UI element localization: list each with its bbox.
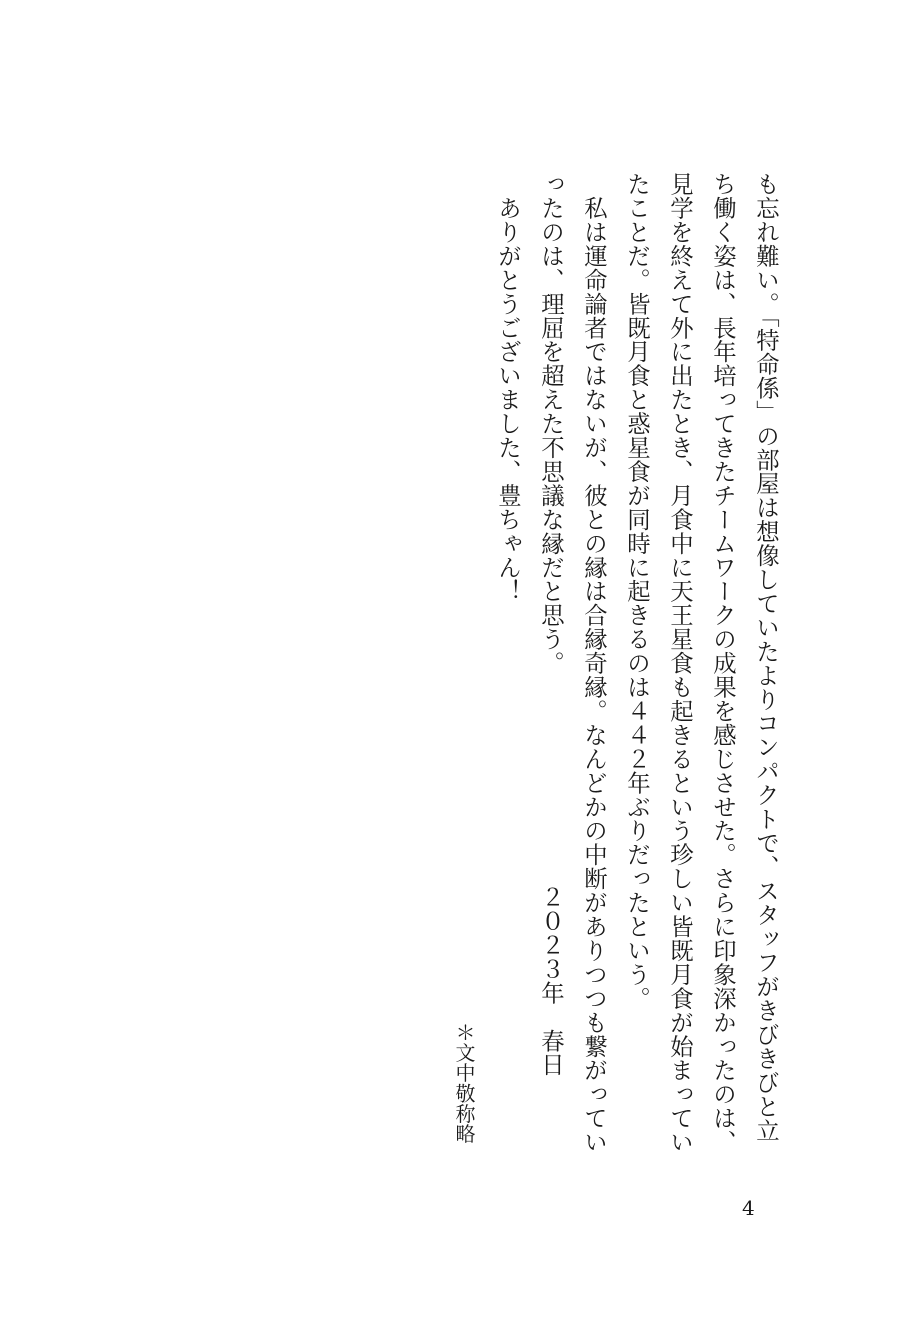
text-line-5: 私は運命論者ではないが、彼との縁は合縁奇縁。なんどかの中断がありつつも繋がってい — [580, 172, 608, 1154]
page-number: 4 — [742, 1196, 755, 1220]
text-line-7: ありがとうございました、豊ちゃん！ — [494, 172, 522, 604]
text-line-3: 見学を終えて外に出たとき、月食中に天王星食も起きるという珍しい皆既月食が始まってい — [666, 172, 694, 1154]
text-line-2: ち働く姿は、長年培ってきたチームワークの成果を感じさせた。さらに印象深かったのは、 — [709, 172, 737, 1154]
honorific-note: ＊文中敬称略 — [452, 1022, 476, 1144]
text-line-6: ったのは、理屈を超えた不思議な縁だと思う。 — [537, 172, 565, 675]
text-line-4: たことだ。皆既月食と惑星食が同時に起きるのは４４２年ぶりだったという。 — [623, 172, 651, 1011]
date-line: ２０２３年 春日 — [537, 885, 565, 1077]
text-line-1: も忘れ難い。「特命係」の部屋は想像していたよりコンパクトで、スタッフがきびきびと立 — [752, 172, 780, 1143]
